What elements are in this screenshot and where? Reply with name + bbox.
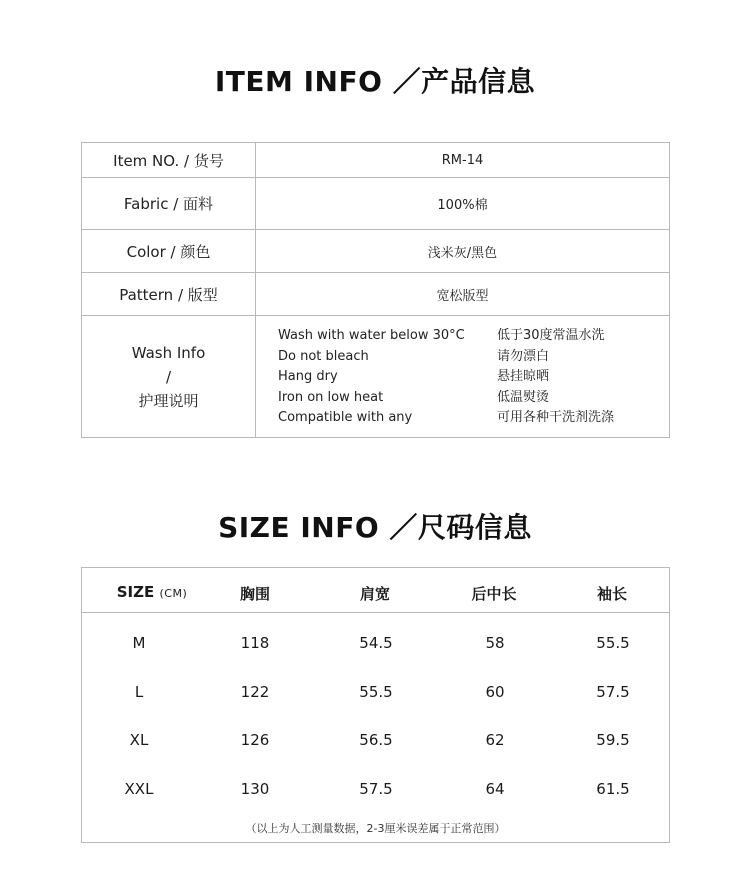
item-value: RM-14 — [441, 152, 484, 168]
shoulder-cell: 56.5 — [359, 731, 393, 749]
wash-en: Do not bleach — [278, 348, 369, 364]
header-shoulder: 肩宽 — [359, 585, 390, 603]
length-cell: 64 — [485, 780, 505, 798]
size-cell: M — [132, 634, 146, 652]
wash-zh: 请勿漂白 — [497, 348, 550, 364]
header-length: 后中长 — [471, 585, 517, 603]
wash-label-slash: / — [165, 367, 172, 386]
shoulder-cell: 57.5 — [359, 780, 393, 798]
item-label: Fabric / 面料 — [82, 178, 256, 229]
header-size — [92, 583, 212, 601]
measurement-note: （以上为人工测量数据，2-3厘米误差属于正常范围） — [245, 822, 506, 835]
item-info-title: ITEM INFO ／产品信息 — [214, 65, 536, 98]
wash-en: Compatible with any — [278, 410, 413, 425]
length-cell: 60 — [485, 683, 505, 701]
item-value: 浅米灰/黑色 — [427, 245, 498, 261]
sleeve-cell: 59.5 — [596, 731, 630, 749]
size-cell: XXL — [124, 780, 154, 798]
item-row-fabric — [82, 178, 669, 230]
sleeve-cell: 55.5 — [596, 634, 630, 652]
wash-zh: 低温熨烫 — [497, 389, 550, 405]
item-value: 100%棉 — [437, 198, 488, 213]
length-cell: 58 — [485, 634, 505, 652]
length-cell: 62 — [485, 731, 505, 749]
size-table-header — [82, 568, 669, 613]
item-value: 宽松版型 — [436, 288, 489, 304]
wash-en: Iron on low heat — [278, 389, 384, 405]
wash-zh: 低于30度常温水洗 — [497, 328, 605, 343]
chest-cell: 130 — [240, 780, 270, 798]
wash-info-label — [82, 316, 256, 437]
shoulder-cell: 54.5 — [359, 634, 393, 652]
size-cell: L — [134, 683, 144, 701]
wash-en: Wash with water below 30°C — [278, 328, 465, 343]
size-cell: XL — [129, 731, 149, 749]
chest-cell: 126 — [240, 731, 270, 749]
item-row-item-no — [82, 143, 669, 178]
header-size-unit: (CM) — [159, 587, 188, 600]
header-sleeve: 袖长 — [596, 585, 627, 603]
item-label: Pattern / 版型 — [82, 273, 256, 315]
item-label: Color / 颜色 — [82, 230, 256, 272]
item-info-table — [81, 142, 670, 438]
sleeve-cell: 61.5 — [596, 780, 630, 798]
item-row-wash-info — [82, 316, 669, 437]
size-info-table — [81, 567, 670, 843]
item-row-pattern — [82, 273, 669, 316]
item-row-color — [82, 230, 669, 273]
chest-cell: 118 — [240, 634, 270, 652]
wash-en: Hang dry — [278, 369, 338, 384]
item-label: Item NO. / 货号 — [82, 143, 256, 177]
wash-zh: 悬挂晾晒 — [497, 369, 550, 384]
sleeve-cell: 57.5 — [596, 683, 630, 701]
wash-zh: 可用各种干洗剂洗涤 — [497, 410, 615, 425]
size-info-title: SIZE INFO ／尺码信息 — [218, 511, 532, 544]
chest-cell: 122 — [240, 683, 270, 701]
wash-label-zh: 护理说明 — [138, 391, 199, 410]
wash-label-en: Wash Info — [131, 343, 206, 362]
header-size-label: SIZE — [116, 583, 155, 601]
header-chest: 胸围 — [239, 585, 270, 603]
shoulder-cell: 55.5 — [359, 683, 393, 701]
